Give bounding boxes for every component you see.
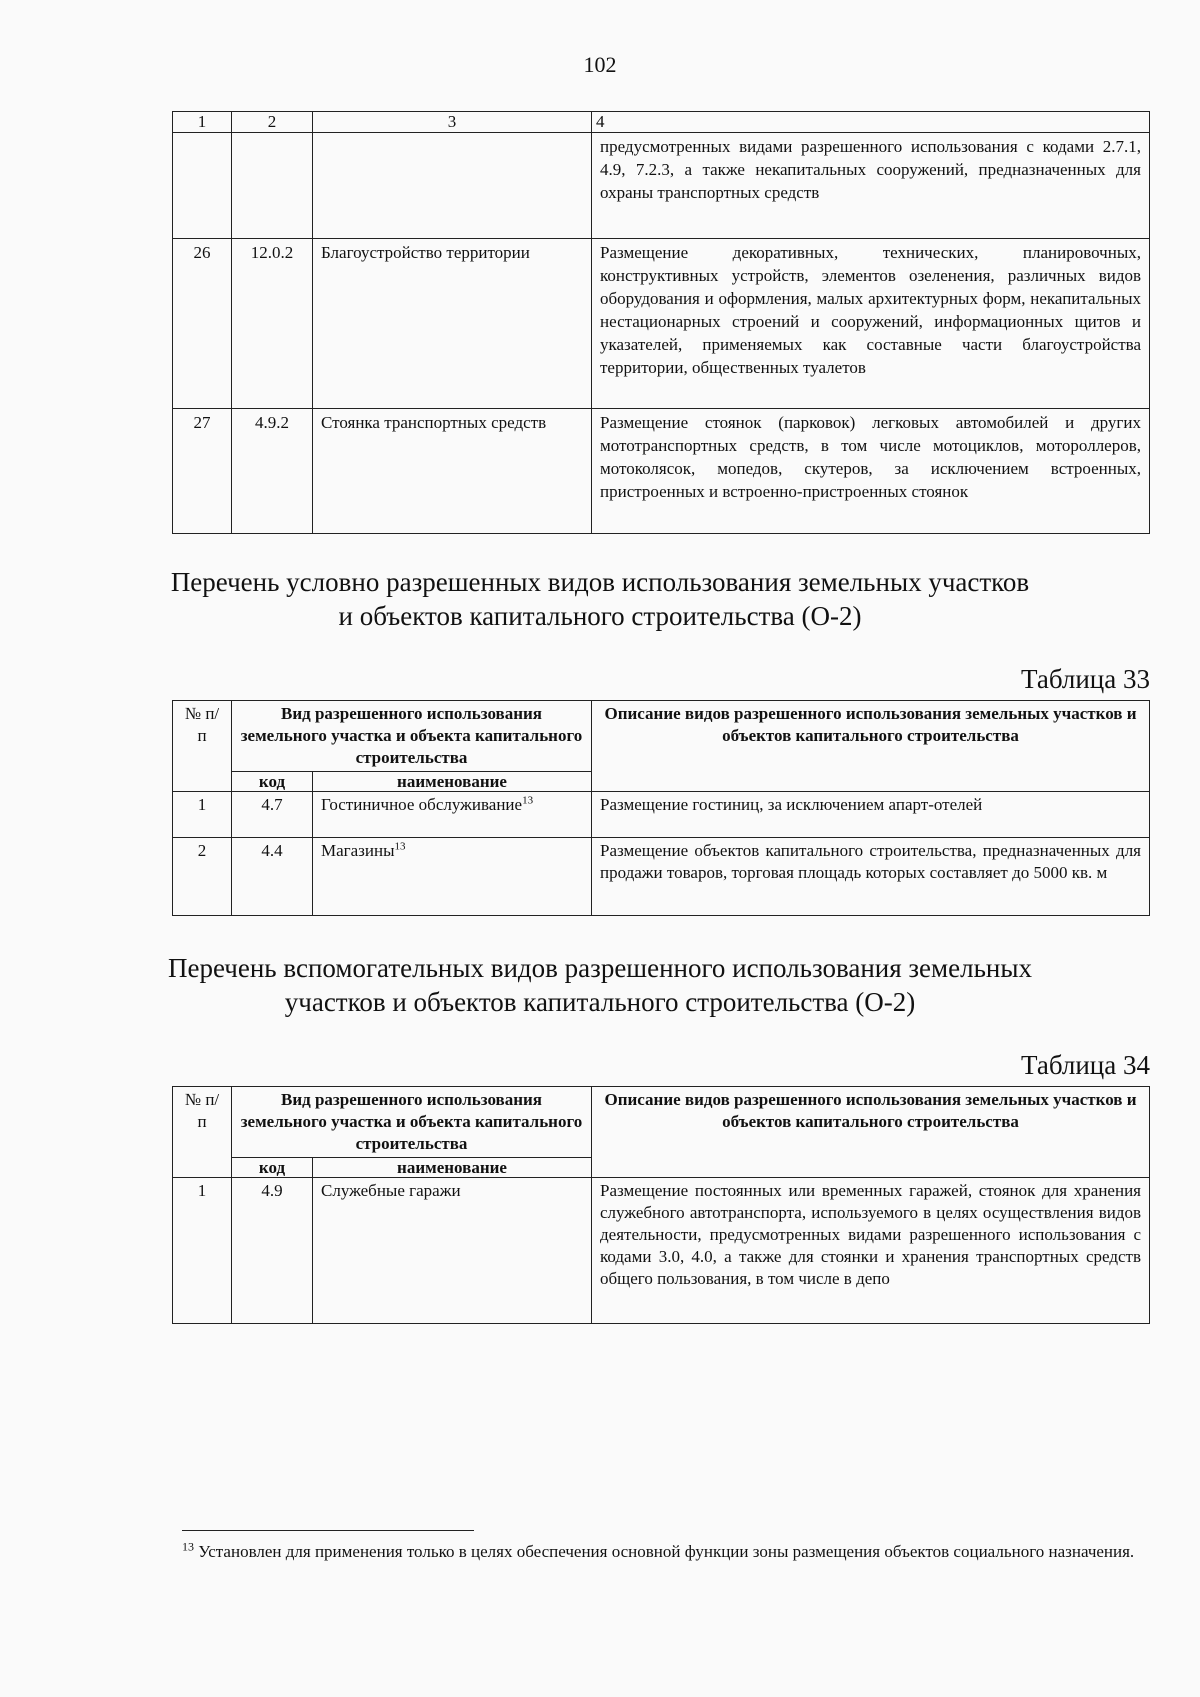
conditional-uses-table [172,700,1150,916]
row-name [313,838,592,916]
row-number: 1 [173,792,232,838]
section-title: и объектов капитального строительства (О-2) [338,601,862,631]
row-number: 1 [173,1178,232,1324]
row-code: 4.7 [232,792,313,838]
row-name: Стоянка транспортных средств [313,409,592,534]
row-number: 2 [173,838,232,916]
row-code: 4.9.2 [232,409,313,534]
row-name-text: Гостиничное обслуживание [321,795,523,814]
header-kind: Вид разрешенного использования земельного участка и объекта капитального строительства [232,701,592,772]
header-name: наименование [313,1158,592,1178]
continued-zones-table [172,111,1150,534]
table-header-row [173,701,1150,772]
row-description: Размещение декоративных, технических, планировочных, конструктивных устройств, элементов озеленения, различных видов оборудования и оформления, малых архитектурных форм, некапитальных нестационарных строений и сооружений, информационных щитов и указателей, применяемых как составные части благоустройства территории, общественных туалетов [592,239,1150,409]
header-code: код [232,772,313,792]
table-row [173,409,1150,534]
footnote-mark: 13 [182,1539,194,1554]
column-number: 1 [173,112,232,133]
table-row [173,1178,1150,1324]
header-number: № п/п [173,1087,232,1178]
column-number: 2 [232,112,313,133]
column-number: 4 [592,112,1150,133]
section-title: участков и объектов капитального строительства (О-2) [284,987,916,1017]
row-description: Размещение гостиниц, за исключением апарт-отелей [592,792,1150,838]
header-description: Описание видов разрешенного использования земельных участков и объектов капитального строительства [592,1087,1150,1178]
row-code: 12.0.2 [232,239,313,409]
row-description: Размещение стоянок (парковок) легковых автомобилей и других мототранспортных средств, в том числе мотоциклов, мотороллеров, мотоколясок, мопедов, скутеров, за исключением встроенных, пристроенных и встроенно-пристроенных стоянок [592,409,1150,534]
table-row [173,792,1150,838]
header-number: № п/п [173,701,232,792]
row-description: Размещение объектов капитального строительства, предназначенных для продажи товаров, торговая площадь которых составляет до 5000 кв. м [592,838,1150,916]
row-name: Служебные гаражи [313,1178,592,1324]
column-number: 3 [313,112,592,133]
row-description: Размещение постоянных или временных гаражей, стоянок для хранения служебного автотранспорта, используемого в целях осуществления видов деятельности, предусмотренных видами разрешенного использования с кодами 3.0, 4.0, а также для стоянки и хранения транспортных средств общего пользования, в том числе в депо [592,1178,1150,1324]
row-name: Благоустройство территории [313,239,592,409]
page-number: 102 [583,52,617,77]
footnote-ref: 13 [394,840,406,853]
row-code: 4.9 [232,1178,313,1324]
column-number-row [173,112,1150,133]
row-number: 26 [173,239,232,409]
header-kind: Вид разрешенного использования земельного участка и объекта капитального строительства [232,1087,592,1158]
header-name: наименование [313,772,592,792]
footnote [182,1540,1142,1564]
row-name [313,792,592,838]
table-caption: Таблица 33 [1021,664,1150,694]
table-row [173,133,1150,239]
row-description: предусмотренных видами разрешенного использования с кодами 2.7.1, 4.9, 7.2.3, а также некапитальных сооружений, предназначенных для охраны транспортных средств [592,133,1150,239]
row-number [173,133,232,239]
footnote-separator [182,1530,474,1531]
section-title: Перечень вспомогательных видов разрешенного использования земельных [168,953,1032,983]
table-caption: Таблица 34 [1021,1050,1150,1080]
section-title: Перечень условно разрешенных видов использования земельных участков [170,567,1030,597]
row-number: 27 [173,409,232,534]
row-name [313,133,592,239]
row-code [232,133,313,239]
footnote-text: Установлен для применения только в целях обеспечения основной функции зоны размещения объектов социального назначения. [198,1542,1135,1561]
header-code: код [232,1158,313,1178]
row-name-text: Магазины [321,841,395,860]
footnote-ref: 13 [522,794,534,807]
table-row [173,239,1150,409]
table-row [173,838,1150,916]
auxiliary-uses-table [172,1086,1150,1324]
row-code: 4.4 [232,838,313,916]
header-description: Описание видов разрешенного использования земельных участков и объектов капитального строительства [592,701,1150,792]
table-header-row [173,1087,1150,1158]
